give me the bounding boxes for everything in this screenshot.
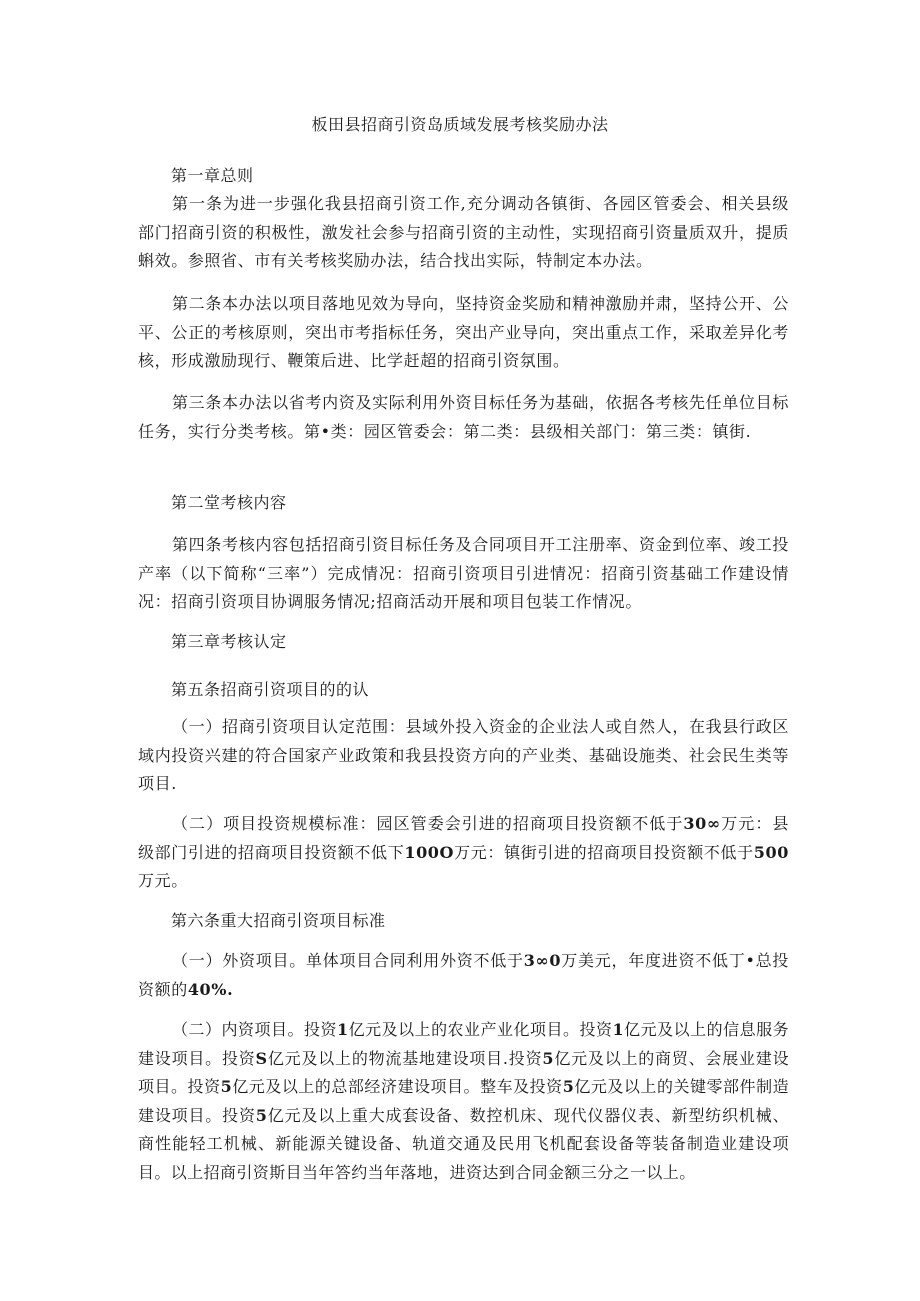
a6-item2-text-6: 亿元及以上的总部经济建设项目。整车及投资	[232, 1077, 563, 1096]
a5-item2-amount-1: 30∞	[683, 814, 721, 833]
a6-item2-amount-6: 5	[562, 1077, 575, 1096]
article-2: 第二条本办法以项目落地见效为导向，坚持资金奖励和精神激励并肃，坚持公开、公平、公正的考核原则，突出市考指标任务，突出产业导向，突出重点工作，采取差异化考核，形成激励现行、鞭策后进、比学赶超的招商引资氛围。	[138, 294, 789, 370]
article-4: 第四条考核内容包括招商引资目标任务及合同项目开工注册率、资金到位率、竣工投产率（以下简称“三率”）完成情况：招商引资项目引进情况：招商引资基础工作建设情况：招商引资项目协调服务情况;招商活动开展和项目包装工作情况。	[138, 535, 789, 611]
a5-item2-amount-3: 500	[753, 842, 789, 862]
a5-item2-text-1: （二）项目投资规模标准：园区管委会引进的招商项目投资额不低于	[172, 814, 684, 833]
a6-item2-text-4: 亿元及以上的物流基地建设项目.投资	[267, 1048, 543, 1068]
a5-item2-text-2: 万元：县级部门引进的招商项目投资额不低下	[138, 814, 789, 862]
a6-item2-amount-3: S	[255, 1048, 268, 1068]
document-title: 板田县招商引资岛质域发展考核奖励办法	[311, 115, 609, 134]
chapter-2-heading: 第二堂考核内容	[171, 493, 287, 512]
a6-item2-text-7: 亿元及以上的关键零部件制造建设项目。投资	[138, 1077, 789, 1125]
chapter-1-heading: 第一章总则	[171, 166, 254, 185]
a6-item1-text-2: 万美元，年度进资不低丁•总投资额的	[138, 951, 789, 999]
a6-item2-text-2: 亿元及以上的农业产业化项目。投资	[348, 1020, 613, 1039]
a6-item2-amount-2: 1	[612, 1020, 625, 1039]
article-5-item-1: （一）招商引资项目认定范围：县域外投入资金的企业法人或自然人，在我县行政区域内投资兴建的符合国家产业政策和我县投资方向的产业类、基础设施类、社会民生类等项目.	[138, 717, 789, 793]
a6-item2-amount-5: 5	[220, 1077, 233, 1096]
a6-item2-text-8: 亿元及以上重大成套设备、数控机床、现代仪器仪表、新型纺织机械、商性能轻工机械、新能源关键设备、轨道交通及民用飞机配套设备等装备制造业建设项目。以上招商引资斯目当年答约当年落地，进资达到合同金额三分之一以上。	[138, 1105, 789, 1182]
a5-item2-text-3: 万元：镇街引进的招商项目投资额不低于	[454, 842, 754, 862]
article-5-heading: 第五条招商引资项目的的认	[171, 680, 370, 699]
a6-item2-amount-7: 5	[255, 1105, 268, 1125]
article-6-item-2	[138, 1016, 789, 1187]
article-6-heading: 第六条重大招商引资项目标准	[171, 911, 386, 930]
article-5-item-2	[138, 810, 789, 896]
a6-item2-text-3: 亿元及以上的信息服务建设项目。投资	[138, 1020, 789, 1068]
a6-item2-amount-4: 5	[542, 1048, 554, 1068]
article-6-item-1	[138, 947, 789, 1004]
a6-item1-text-1: （一）外资项目。单体项目合同利用外资不低于	[172, 951, 524, 970]
a6-item2-text-1: （二）内资项目。投资	[172, 1020, 337, 1039]
a5-item2-text-4: 万元。	[138, 871, 188, 890]
a5-item2-amount-2: 100O	[404, 842, 455, 862]
a6-item2-amount-1: 1	[336, 1020, 349, 1039]
article-1: 第一条为进一步强化我县招商引资工作,充分调动各镇街、各园区管委会、相关县级部门招商引资的积极性，激发社会参与招商引资的主动性，实现招商引资量质双升，提质蝌效。参照省、市有关考核奖励办法，结合找出实际，特制定本办法。	[138, 194, 789, 270]
article-3: 第三条本办法以省考内资及实际利用外资目标任务为基础，依据各考核先任单位目标任务，实行分类考核。第•类：园区管委会：第二类：县级相关部门：第三类：镇街.	[138, 393, 789, 441]
a6-item1-amount-2: 40%.	[187, 979, 234, 999]
a6-item1-amount-1: 3∞0	[523, 951, 562, 970]
chapter-3-heading: 第三章考核认定	[171, 632, 287, 651]
a6-item2-text-5: 亿元及以上的商贸、会展业建设项目。投资	[138, 1048, 789, 1096]
